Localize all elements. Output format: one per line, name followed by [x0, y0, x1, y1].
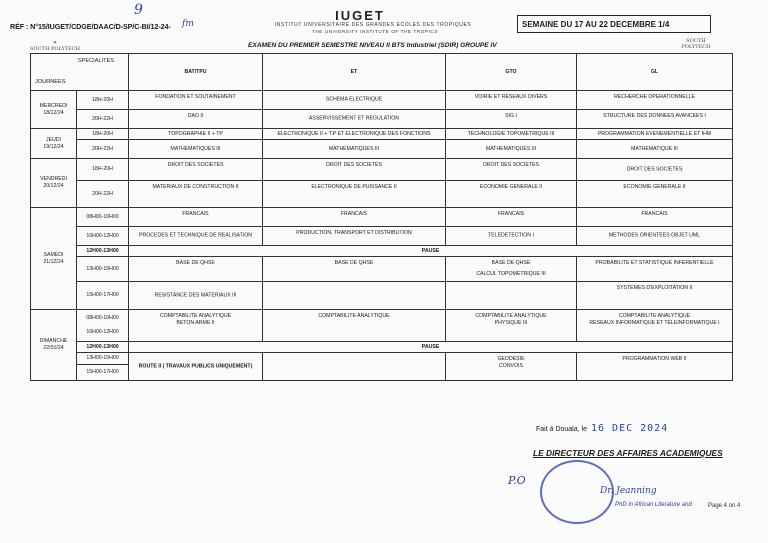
week-box: SEMAINE DU 17 AU 22 DECEMBRE 1/4 — [517, 15, 711, 33]
header-gto: GTO — [446, 54, 577, 91]
exam-cell: SCHEMA ELECTRIQUE — [263, 91, 446, 110]
exam-cell: GEODESIE CONVOIS — [446, 353, 577, 381]
time-slot: 08H00-10H00 — [77, 208, 129, 227]
time-slot: 15H00-17H00 — [77, 282, 129, 310]
institute-name-fr: INSTITUT UNIVERSITAIRE DES GRANDES ECOLES DES TROPIQUES — [274, 22, 472, 28]
exam-cell: PROCEDES ET TECHNIQUE DE REALISATION — [129, 227, 263, 246]
reference-handwritten-suffix: fm — [182, 19, 194, 29]
time-slot: 18H-20H — [77, 129, 129, 140]
day-mercredi: MERCREDI 18/12/24 — [31, 91, 77, 129]
exam-cell: ECONOMIE GENERALE II — [446, 181, 577, 208]
exam-cell: PRODUCTION, TRANSPORT ET DISTRIBUTION — [263, 227, 446, 246]
exam-cell: ELECTRONIQUE DE PUISSANCE II — [263, 181, 446, 208]
signature-title: PhD in African Literature and — [615, 502, 692, 508]
exam-cell: PROBABILITE ET STATISTIQUE INFERENTIELLE — [577, 257, 733, 282]
handwritten-mark: 9 — [134, 2, 143, 18]
exam-cell: MATHEMATIQUES III — [446, 140, 577, 159]
exam-cell: VOIRIE ET RESEAUX DIVERS — [446, 91, 577, 110]
time-slot: 18H-20H — [77, 159, 129, 181]
pause-bar: PAUSE — [129, 246, 733, 257]
school-logo-right: SOUTH POLYTECH — [681, 38, 711, 50]
reference-number: RÉF : N°15/IUGET/CDGE/DAAC/D-SP/C-BI/12-24- — [10, 22, 171, 31]
exam-cell — [263, 282, 446, 310]
time-slot: 20H-22H — [77, 140, 129, 159]
time-slot: 20H-22H — [77, 110, 129, 129]
day-samedi: SAMEDI 21/12/24 — [31, 208, 77, 310]
exam-cell: RECHERCHE OPERATIONNELLE — [577, 91, 733, 110]
pause-bar: PAUSE — [129, 342, 733, 353]
time-slot: 13H00-15H00 — [77, 257, 129, 282]
timetable — [30, 53, 733, 381]
time-slot: 20H-22H — [77, 181, 129, 208]
exam-cell: MATHEMATIQUE III — [577, 140, 733, 159]
exam-cell: FRANCAIS — [263, 208, 446, 227]
exam-cell: COMPTABILITE ANALYTIQUE — [263, 310, 446, 342]
exam-cell: BASE DE QHSE CALCUL TOPOMETRIQUE III — [446, 257, 577, 282]
exam-cell: TOPOGRAPHIE II + TP — [129, 129, 263, 140]
time-slot: 12H00-13H00 — [77, 246, 129, 257]
school-logo-left: ✕ SOUTH POLYTECH — [30, 40, 80, 52]
exam-cell: RESISTANCE DES MATERIAUX III — [129, 282, 263, 310]
exam-cell: FRANCAIS — [129, 208, 263, 227]
exam-cell: ROUTE II ( TRAVAUX PUBLICS UNIQUEMENT) — [129, 353, 263, 381]
exam-subtitle: EXAMEN DU PREMIER SEMESTRE NIVEAU II BTS Industriel (SDIR) GROUPE IV — [248, 42, 497, 49]
time-slot: 08H00-10H00 10H00-12H00 — [77, 310, 129, 342]
exam-cell: ECONOMIE GENERALE II — [577, 181, 733, 208]
exam-cell: COMPTABILITE ANALYTIQUE BETON ARME II — [129, 310, 263, 342]
exam-cell: MATERIAUX DE CONSTRUCTION II — [129, 181, 263, 208]
time-slot: 13H00-15H00 — [77, 353, 129, 365]
handwritten-po: P.O — [508, 474, 526, 487]
exam-cell: TECHNOLOGIE TOPOMETRIQUE III — [446, 129, 577, 140]
exam-cell: STRUCTURE DES DONNEES AVANCEES I — [577, 110, 733, 129]
exam-cell: DROIT DES SOCIETES — [263, 159, 446, 181]
exam-cell: FRANCAIS — [446, 208, 577, 227]
day-jeudi: JEUDI 19/12/24 — [31, 129, 77, 159]
exam-cell: MATHEMATIQUES III — [129, 140, 263, 159]
exam-cell: METHODES ORIENTEES OBJET UML — [577, 227, 733, 246]
header-et: ET — [263, 54, 446, 91]
time-slot: 18H-20H — [77, 91, 129, 110]
signature-name: Dr. Jeanning — [600, 486, 657, 496]
exam-cell: ASSERVISSEMENT ET REGULATION — [263, 110, 446, 129]
exam-cell: COMPTABILITE ANALYTIQUE RESEAUX INFORMATIQUE ET TELEINFORMATIQUE I — [577, 310, 733, 342]
exam-cell: TELEDETECTION I — [446, 227, 577, 246]
exam-cell: DROIT DES SOCIETES — [129, 159, 263, 181]
header-gl: GL — [577, 54, 733, 91]
exam-cell: DAO II — [129, 110, 263, 129]
institute-name-en: THE UNIVERSITY INSTITUTE OF THE TROPICS — [311, 29, 438, 34]
time-slot: 12H00-13H00 — [77, 342, 129, 353]
exam-cell: BASE DE QHSE — [129, 257, 263, 282]
exam-cell: DROIT DES SOCIETES — [446, 159, 577, 181]
exam-cell: FONDATION ET SOUTAINEMENT — [129, 91, 263, 110]
header-bat-tpu: BAT/TPU — [129, 54, 263, 91]
institute-logo: IUGET — [335, 8, 385, 23]
exam-cell: PROGRAMMATION EVENEMENTIELLE ET IHM — [577, 129, 733, 140]
exam-cell: PROGRAMMATION WEB II — [577, 353, 733, 381]
exam-cell: ELECTRONIQUE II + T.P ET ELECTRONIQUE DES FONCTIONS — [263, 129, 446, 140]
page-number: Page 4 on 4 — [708, 503, 741, 509]
exam-cell: SYSTEMES D'EXPLOITATION II — [577, 282, 733, 310]
time-slot: 15H00-17H00 — [77, 365, 129, 381]
day-vendredi: VENDREDI 20/12/24 — [31, 159, 77, 208]
time-slot: 10H00-12H00 — [77, 227, 129, 246]
exam-cell: DROIT DES SOCIETES — [577, 159, 733, 181]
exam-cell: FRANCAIS — [577, 208, 733, 227]
day-dimanche: DIMANCHE 22/01/24 — [31, 310, 77, 381]
corner-cell: SPECIALITES JOURNEES — [31, 54, 129, 91]
exam-cell: MATHEMATIQUES III — [263, 140, 446, 159]
exam-cell — [446, 282, 577, 310]
exam-cell: COMPTABILITE ANALYTIQUE PHYSIQUE III — [446, 310, 577, 342]
director-title: LE DIRECTEUR DES AFFAIRES ACADEMIQUES — [533, 448, 723, 458]
signature-place-date: Fait à Douala, le 16 DEC 2024 — [536, 423, 669, 434]
exam-cell: BASE DE QHSE — [263, 257, 446, 282]
exam-cell: SIG I — [446, 110, 577, 129]
exam-cell — [263, 353, 446, 381]
